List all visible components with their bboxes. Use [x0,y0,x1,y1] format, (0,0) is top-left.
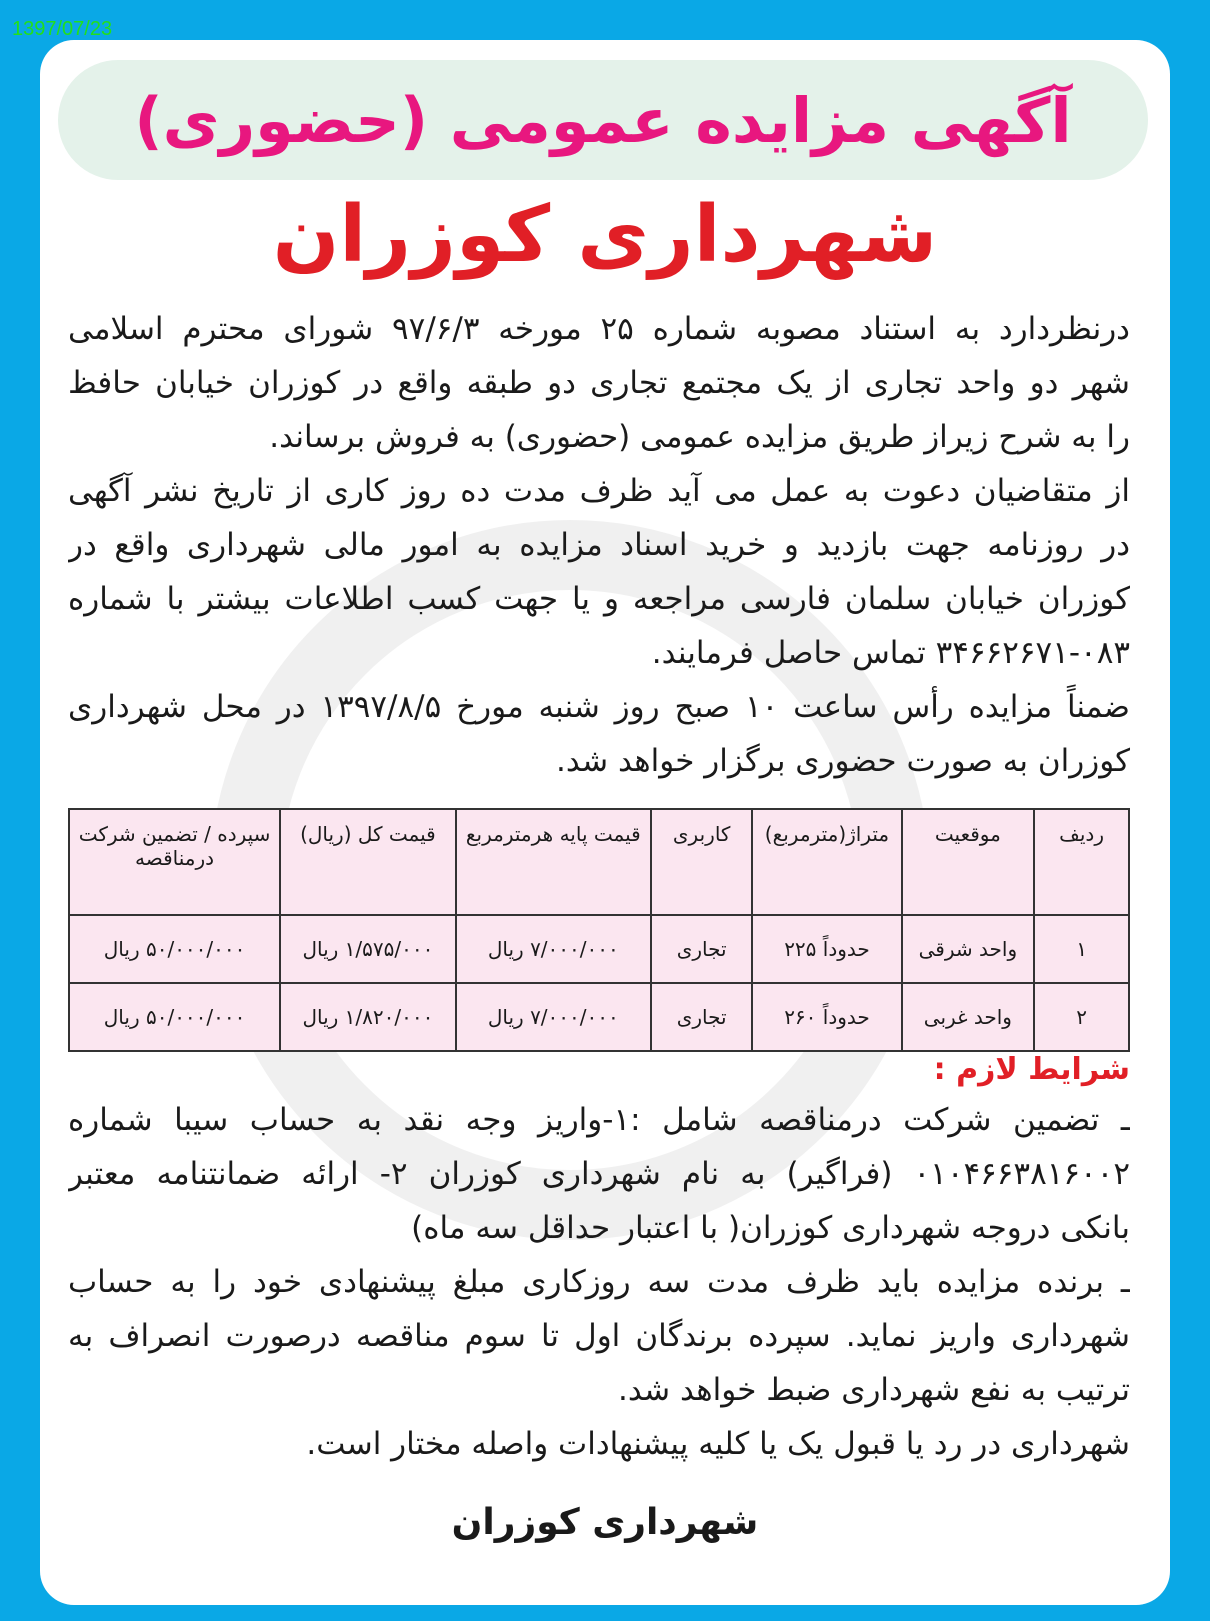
text-line: ترتیب به نفع شهرداری ضبط خواهد شد. [618,1372,1130,1408]
table-cell: ۷/۰۰۰/۰۰۰ ریال [456,915,651,983]
text-line: را به شرح زیراز طریق مزایده عمومی (حضوری) به فروش برساند. [269,419,1130,455]
table-cell: ۵۰/۰۰۰/۰۰۰ ریال [69,915,280,983]
text-line: ۳۴۶۶۲۶۷۱-۰۸۳ تماس حاصل فرمایند. [651,635,1130,671]
table-cell: حدوداً ۲۲۵ [752,915,901,983]
table-cell: واحد شرقی [902,915,1035,983]
column-header: کاربری [651,809,752,915]
table-cell: ۵۰/۰۰۰/۰۰۰ ریال [69,983,280,1051]
date-stamp: 1397/07/23 [12,18,113,40]
organization-name: شهرداری کوزران [272,190,938,280]
text-line: در روزنامه جهت بازدید و خرید اسناد مزایده به امور مالی شهرداری واقع در [68,527,1130,563]
ad-title: آگهی مزایده عمومی (حضوری) [134,83,1072,157]
column-header: قیمت کل (ریال) [280,809,455,915]
table-cell: تجاری [651,915,752,983]
column-header: سپرده / تضمین شرکت درمناقصه [69,809,280,915]
table-cell: تجاری [651,983,752,1051]
text-line: درنظردارد به استناد مصوبه شماره ۲۵ مورخه ۹۷/۶/۳ شورای محترم اسلامی [68,311,1130,347]
table-cell: ۱ [1034,915,1129,983]
column-header: متراژ(مترمربع) [752,809,901,915]
title-banner [58,60,1148,180]
text-line: شهرداری در رد یا قبول یک یا کلیه پیشنهادات واصله مختار است. [306,1426,1130,1462]
table-cell: ۱/۸۲۰/۰۰۰ ریال [280,983,455,1051]
table-cell: حدوداً ۲۶۰ [752,983,901,1051]
text-line: کوزران به صورت حضوری برگزار خواهد شد. [556,743,1130,779]
table-cell: واحد غربی [902,983,1035,1051]
column-header: موقعیت [902,809,1035,915]
table-header-row [69,809,1129,915]
conditions-heading: شرایط لازم : [933,1052,1130,1087]
text-line: بانکی دروجه شهرداری کوزران( با اعتبار حداقل سه ماه) [411,1210,1130,1246]
table-cell: ۱/۵۷۵/۰۰۰ ریال [280,915,455,983]
text-line: ـ برنده مزایده باید ظرف مدت سه روزکاری مبلغ پیشنهادی خود را به حساب [68,1264,1130,1300]
text-line: ـ تضمین شرکت درمناقصه شامل :۱-واریز وجه نقد به حساب سیبا شماره [68,1102,1130,1138]
text-line: ۰۱۰۴۶۶۳۸۱۶۰۰۲ (فراگیر) به نام شهرداری کوزران ۲- ارائه ضمانتنامه معتبر [68,1156,1130,1192]
footer-signature: شهرداری کوزران [451,1502,759,1543]
table-row [69,915,1129,983]
text-line: شهرداری واریز نماید. سپرده برندگان اول تا سوم مناقصه درصورت انصراف به [68,1318,1130,1354]
advertisement-panel [40,40,1170,1605]
auction-table [68,808,1130,1052]
text-line: شهر دو واحد تجاری از یک مجتمع تجاری دو طبقه واقع در کوزران خیابان حافظ [68,365,1130,401]
text-line: از متقاضیان دعوت به عمل می آید ظرف مدت ده روز کاری از تاریخ نشر آگهی [68,473,1130,509]
table-cell: ۷/۰۰۰/۰۰۰ ریال [456,983,651,1051]
text-line: کوزران خیابان سلمان فارسی مراجعه و یا جهت کسب اطلاعات بیشتر با شماره [68,581,1130,617]
column-header: ردیف [1034,809,1129,915]
table-row [69,983,1129,1051]
column-header: قیمت پایه هرمترمربع [456,809,651,915]
text-line: ضمناً مزایده رأس ساعت ۱۰ صبح روز شنبه مورخ ۱۳۹۷/۸/۵ در محل شهرداری [68,689,1130,725]
conditions-paragraph [68,1093,1130,1471]
table-cell: ۲ [1034,983,1129,1051]
intro-paragraph [68,302,1130,788]
